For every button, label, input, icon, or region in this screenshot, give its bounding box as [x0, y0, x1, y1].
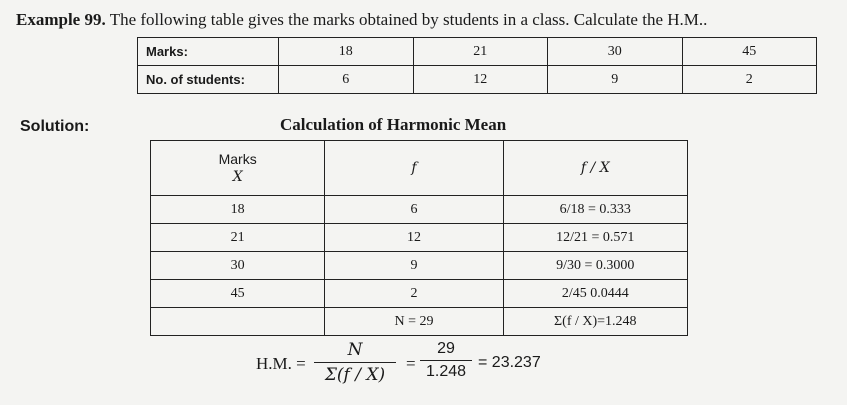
table-header-row: [151, 141, 688, 196]
mark-cell: 18: [279, 38, 414, 66]
example-statement: [16, 10, 707, 30]
header-f: f: [325, 141, 503, 196]
example-label: Example 99.: [16, 10, 106, 29]
fraction-symbolic: [314, 340, 396, 385]
f-cell: 6: [325, 196, 503, 224]
row-label-marks: Marks:: [138, 38, 279, 66]
mark-cell: 30: [548, 38, 683, 66]
x-cell: 21: [151, 224, 325, 252]
row-label-students: No. of students:: [138, 66, 279, 94]
table-row: [151, 280, 688, 308]
totals-row: [151, 308, 688, 336]
f-cell: 2: [325, 280, 503, 308]
students-cell: 2: [682, 66, 817, 94]
fx-cell: 2/45 0.0444: [503, 280, 687, 308]
fx-cell: 9/30 = 0.3000: [503, 252, 687, 280]
calc-table-title: Calculation of Harmonic Mean: [280, 115, 507, 134]
solution-label: Solution:: [20, 118, 90, 135]
header-marks-label: Marks: [218, 150, 257, 167]
header-marks: [151, 141, 325, 196]
table-row: [151, 252, 688, 280]
header-fx: f / X: [503, 141, 687, 196]
table-row: [151, 224, 688, 252]
table-row: [138, 38, 817, 66]
total-x-cell: [151, 308, 325, 336]
students-cell: 6: [279, 66, 414, 94]
formula-result: = 23.237: [478, 354, 541, 371]
fraction-denominator-1248: 1.248: [425, 363, 467, 380]
fraction-denominator-sum: Σ(f / X): [324, 365, 386, 385]
fx-cell: 6/18 = 0.333: [503, 196, 687, 224]
x-cell: 18: [151, 196, 325, 224]
total-fx-cell: Σ(f / X)=1.248: [503, 308, 687, 336]
table-row: [151, 196, 688, 224]
fx-cell: 12/21 = 0.571: [503, 224, 687, 252]
x-cell: 45: [151, 280, 325, 308]
mark-cell: 45: [682, 38, 817, 66]
formula-lhs: H.M. =: [256, 354, 306, 373]
students-cell: 9: [548, 66, 683, 94]
fraction-numerator-29: 29: [420, 340, 472, 361]
f-cell: 9: [325, 252, 503, 280]
students-cell: 12: [413, 66, 548, 94]
mark-cell: 21: [413, 38, 548, 66]
x-cell: 30: [151, 252, 325, 280]
f-cell: 12: [325, 224, 503, 252]
fraction-numerator-n: N: [314, 340, 396, 363]
example-text: The following table gives the marks obtained by students in a class. Calculate the H.M..: [109, 10, 708, 29]
hm-formula: [256, 340, 576, 400]
total-n-cell: N = 29: [325, 308, 503, 336]
header-x-label: X: [232, 168, 243, 185]
table-row: [138, 66, 817, 94]
formula-equals: =: [406, 354, 416, 373]
marks-data-table: [137, 37, 817, 94]
harmonic-mean-table: [150, 140, 688, 336]
fraction-numeric: [420, 340, 472, 381]
